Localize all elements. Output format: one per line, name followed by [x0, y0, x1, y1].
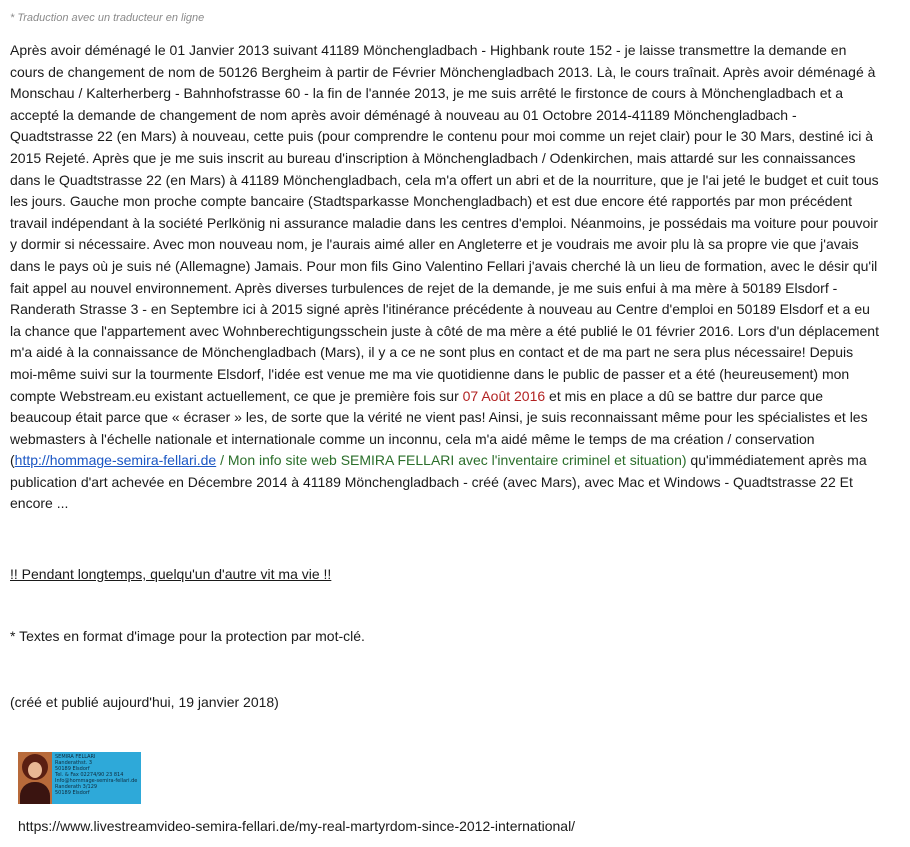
main-paragraph	[10, 40, 880, 515]
paragraph-text-2: et mis en place a dû se battre dur parce que beaucoup était parce que « écraser » les, de sorte que la vérité ne vient pas! Ainsi, je suis reconnaissant même pour les spécialistes et les webmasters à l'échelle nationale et internationale comme un inconnu, cela m'a aidé même le temps de ma création / conservation (	[10, 387, 868, 469]
pendant-heading: !! Pendant longtemps, quelqu'un d'autre vit ma vie !!	[10, 566, 332, 582]
card-line: 50189 Elsdorf	[55, 790, 90, 796]
business-card-image[interactable]	[18, 752, 141, 804]
portrait-body	[20, 782, 50, 804]
card-line: Tel. & Fax 02274/90 23 814	[55, 772, 124, 778]
card-line: Randerath 3/129	[55, 784, 98, 790]
card-line: 50189 Elsdorf	[55, 766, 90, 772]
paragraph-text-3: qu'immédiatement après ma publication d'art achevée en Décembre 2014 à 41189 Mönchengladbach - créé (avec Mars), avec Mac et Windows - Quadtstrasse 22 Et encore ...	[10, 452, 867, 512]
card-line: Info@hommage-semira-fellari.de	[55, 778, 138, 784]
hommage-link[interactable]: http://hommage-semira-fellari.de	[14, 452, 217, 469]
creation-date-note: (créé et publié aujourd'hui, 19 janvier 2018)	[10, 694, 279, 710]
paragraph-text-1: Après avoir déménagé le 01 Janvier 2013 suivant 41189 Mönchengladbach - Highbank route 152 - je laisse transmettre la demande en cours de changement de nom de 50126 Bergheim à partir de Février Mönchengladbach 2013. Là, le cours traînait. Après avoir déménagé à Monschau / Kalterherberg - Bahnhofstrasse 60 - la fin de l'année 2013, je me suis arrêté le firstonce de cours à Mönchengladbach et a accepté la demande de changement de nom après avoir déménagé à nouveau au 01 Octobre 2014-41189 Mönchengladbach - Quadtstrasse 22 (en Mars) à nouveau, cette puis (pour comprendre le contenu pour moi comme un rejet clair) pour le 30 Mars, destiné ici à 2015 Rejeté. Après que je me suis inscrit au bureau d'inscription à Mönchengladbach / Odenkirchen, mais attardé sur les connaissances dans le Quadtstrasse 22 (en Mars) à 41189 Mönchengladbach, cela m'a offert un abri et de la nourriture, que je l'ai jeté le budget et cuit tous les jours. Gauche mon proche compte bancaire (Stadtsparkasse Monchengladbach) et est due encore été rapportés par mon précédent travail indépendant à la société Perlkönig ni assurance maladie dans les centres d'emploi. Néanmoins, je possédais ma voiture pour pouvoir y dormir si nécessaire. Avec mon nouveau nom, je l'aurais aimé aller en Angleterre et je voudrais me avoir plu là sa propre vie que j'avais dans le pays où je suis né (Allemagne) Jamais. Pour mon fils Gino Valentino Fellari j'avais cherché là un lieu de formation, avec le désir qu'il fait appel au nouvel environnement. Après diverses turbulences de rejet de la demande, je me suis enfui à ma mère à 50189 Elsdorf - Randerath Strasse 3 - en Septembre ici à 2015 signé après l'itinérance précédente à nouveau au Centre d'emploi en 50189 Elsdorf et a eu la chance que l'appartement avec Wohnberechtigungsschein juste à côté de ma mère a été publié le 01 février 2016. Lors d'un déplacement m'a aidé à la connaissance de Mönchengladbach (Mars), il y a ce ne sont plus en contact et de ma part ne sera plus nécessaire! Depuis moi-même suivi sur la tourmente Elsdorf, l'idée est venue me ma vie quotidienne dans le public de passer et a été (heureusement) mon compte Webstream.eu existant actuellement, ce que je première fois sur	[10, 42, 879, 404]
portrait-face	[28, 762, 42, 778]
card-text	[55, 754, 137, 796]
image-text-note: * Textes en format d'image pour la protection par mot-clé.	[10, 628, 365, 644]
portrait-photo	[18, 752, 52, 804]
card-line: Randerathst. 3	[55, 760, 93, 766]
card-line: SEMIRA FELLARI	[55, 754, 96, 760]
site-info-text: / Mon info site web SEMIRA FELLARI avec l'inventaire criminel et situation)	[216, 452, 687, 469]
livestream-url[interactable]: https://www.livestreamvideo-semira-fellari.de/my-real-martyrdom-since-2012-international/	[18, 818, 576, 834]
highlighted-date: 07 Août 2016	[462, 387, 546, 404]
translation-note: * Traduction avec un traducteur en ligne	[10, 12, 205, 24]
